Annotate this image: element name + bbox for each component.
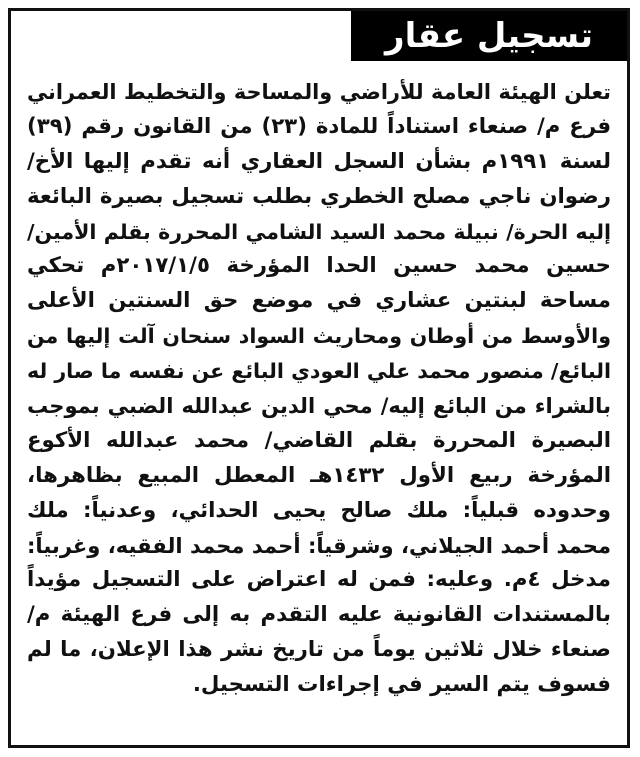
notice-frame (8, 8, 630, 748)
body-line-8: والأوسط من أوطان ومحاريث السواد سنحان آلت إليها من (27, 324, 611, 349)
body-line-12: المؤرخة ربيع الأول ١٤٣٢هـ المعطل المبيع بظاهرها، (27, 462, 611, 488)
body-line-5: إليه الحرة/ نبيلة محمد السيد الشامي المحررة بقلم الأمين/ (27, 219, 611, 244)
body-line-9: البائع/ منصور محمد علي العودي البائع عن نفسه ما صار له (27, 359, 611, 384)
body-line-14: محمد أحمد الجيلاني، وشرقياً: أحمد محمد الفقيه، وغربياً: (27, 532, 611, 558)
body-line-17: صنعاء خلال ثلاثين يوماً من تاريخ نشر هذا الإعلان، ما لم (27, 637, 611, 663)
body-line-6: حسين محمد حسين الحدا المؤرخة ٢٠١٧/١/٥م تحكي (27, 253, 611, 279)
body-line-13: وحدوده قبلياً: ملك صالح يحيى الحدائي، وعدنياً: ملك (27, 497, 611, 523)
body-line-15: مدخل ٤م. وعليه: فمن له اعتراض على التسجيل مؤيداً (27, 567, 611, 593)
body-line-10: بالشراء من البائع إليه/ محي الدين عبدالله الضبي بموجب (27, 393, 611, 419)
body-line-2: فرع م/ صنعاء استناداً للمادة (٢٣) من القانون رقم (٣٩) (27, 113, 612, 139)
notice-body (27, 75, 611, 703)
body-line-1: تعلن الهيئة العامة للأراضي والمساحة والتخطيط العمراني (27, 80, 611, 104)
body-line-3: لسنة ١٩٩١م بشأن السجل العقاري أنه تقدم إليها الأخ/ (27, 148, 611, 174)
body-line-18: فسوف يتم السير في إجراءات التسجيل. (192, 672, 611, 698)
body-line-11: البصيرة المحررة بقلم القاضي/ محمد عبدالله الأكوع (27, 427, 611, 453)
body-line-4: رضوان ناجي مصلح الخطري بطلب تسجيل بصيرة البائعة (27, 183, 611, 209)
body-line-7: مساحة لبنتين عشاري في موضع حق السنتين الأعلى (27, 288, 611, 314)
body-line-16: بالمستندات القانونية عليه التقدم به إلى فرع الهيئة م/ (27, 602, 611, 628)
title-bar (11, 11, 627, 61)
notice-title: تسجيل عقار (351, 11, 627, 61)
